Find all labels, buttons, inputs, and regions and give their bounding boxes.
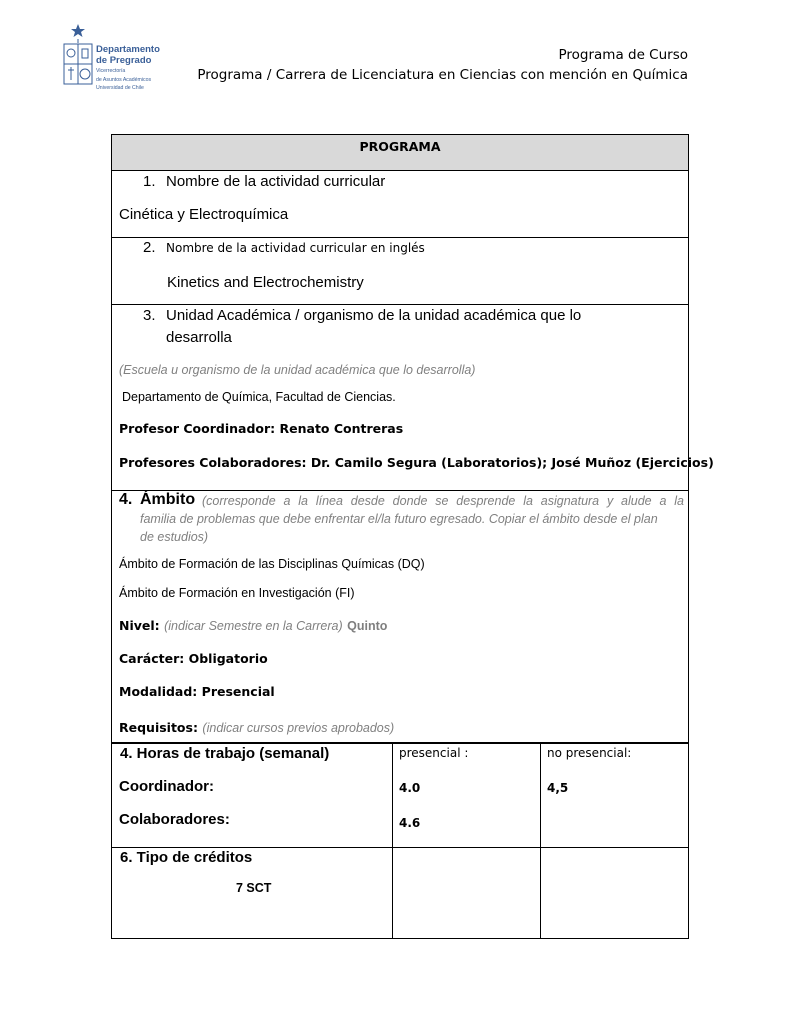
section-3-heading-line2: desarrolla <box>166 329 232 346</box>
collaborators-line: Profesores Colaboradores: Dr. Camilo Segura (Laboratorios); José Muñoz (Ejercicios) <box>119 455 714 470</box>
section-3-number: 3. <box>143 307 156 324</box>
section-2-heading: Nombre de la actividad curricular en inglés <box>166 241 425 255</box>
requisitos-line <box>119 719 394 737</box>
credits-heading: 6. Tipo de créditos <box>120 849 253 866</box>
modalidad-line: Modalidad: Presencial <box>119 684 275 699</box>
coordinator-no-presencial: 4,5 <box>547 781 569 795</box>
nivel-line <box>119 617 387 635</box>
requisitos-hint: (indicar cursos previos aprobados) <box>202 721 395 735</box>
logo-title-line2: de Pregrado <box>96 55 152 66</box>
logo-subtitle-1: Vicerrectoría <box>96 68 126 74</box>
collaborators-hours-label: Colaboradores: <box>119 811 230 828</box>
nivel-value: Quinto <box>347 619 388 633</box>
requisitos-label: Requisitos: <box>119 720 198 735</box>
hours-table <box>111 742 689 848</box>
section-4-hint-line1: (corresponde a la línea desde donde se desprende la asignatura y alude a la <box>202 494 684 508</box>
logo-subtitle-3: Universidad de Chile <box>96 85 144 91</box>
credits-table <box>111 847 689 939</box>
header-line-1: Programa de Curso <box>558 47 688 63</box>
table-title: PROGRAMA <box>359 139 441 154</box>
section-1-value: Cinética y Electroquímica <box>119 206 289 223</box>
logo <box>62 22 182 91</box>
section-2 <box>112 238 688 305</box>
section-2-value: Kinetics and Electrochemistry <box>167 274 364 291</box>
section-3 <box>112 305 714 491</box>
section-3-heading-line1: Unidad Académica / organismo de la unidad académica que lo <box>166 307 582 324</box>
section-1-number: 1. <box>143 173 156 190</box>
section-4-number: 4. <box>119 491 133 508</box>
logo-text <box>96 44 160 92</box>
table-title-row <box>112 135 688 171</box>
section-3-hint: (Escuela u organismo de la unidad académica que lo desarrolla) <box>119 363 476 377</box>
program-table <box>111 134 714 744</box>
section-1 <box>112 171 688 238</box>
logo-subtitle-2: de Asuntos Académicos <box>96 76 152 83</box>
ambito-2: Ámbito de Formación en Investigación (FI) <box>119 586 355 600</box>
no-presencial-label: no presencial: <box>547 746 632 760</box>
caracter-line: Carácter: Obligatorio <box>119 651 268 666</box>
section-3-value: Departamento de Química, Facultad de Ciencias. <box>122 390 396 404</box>
section-4 <box>112 491 688 743</box>
logo-title-line1: Departamento <box>96 44 160 55</box>
credits-divider-2 <box>540 848 541 938</box>
university-seal-icon <box>62 22 94 86</box>
coordinator-line: Profesor Coordinador: Renato Contreras <box>119 421 404 436</box>
section-4-hint-line3: de estudios) <box>140 530 209 544</box>
header-line-2: Programa / Carrera de Licenciatura en Ciencias con mención en Química <box>197 67 688 83</box>
coordinator-hours-label: Coordinador: <box>119 778 214 795</box>
nivel-label: Nivel: <box>119 618 160 633</box>
section-2-number: 2. <box>143 239 156 256</box>
hours-heading: 4. Horas de trabajo (semanal) <box>120 745 330 762</box>
credits-divider-1 <box>392 848 393 938</box>
presencial-label: presencial : <box>399 746 469 760</box>
ambito-1: Ámbito de Formación de las Disciplinas Químicas (DQ) <box>119 557 425 571</box>
section-4-hint-line2: familia de problemas que debe enfrentar el/la futuro egresado. Copiar el ámbito desde el plan <box>140 512 658 526</box>
section-4-heading: Ámbito <box>140 491 196 508</box>
hours-divider-1 <box>392 743 393 847</box>
credits-value: 7 SCT <box>236 881 272 895</box>
coordinator-presencial: 4.0 <box>399 781 421 795</box>
collaborators-presencial: 4.6 <box>399 816 421 830</box>
hours-divider-2 <box>540 743 541 847</box>
section-1-heading: Nombre de la actividad curricular <box>166 173 386 190</box>
nivel-hint: (indicar Semestre en la Carrera) <box>164 619 343 633</box>
